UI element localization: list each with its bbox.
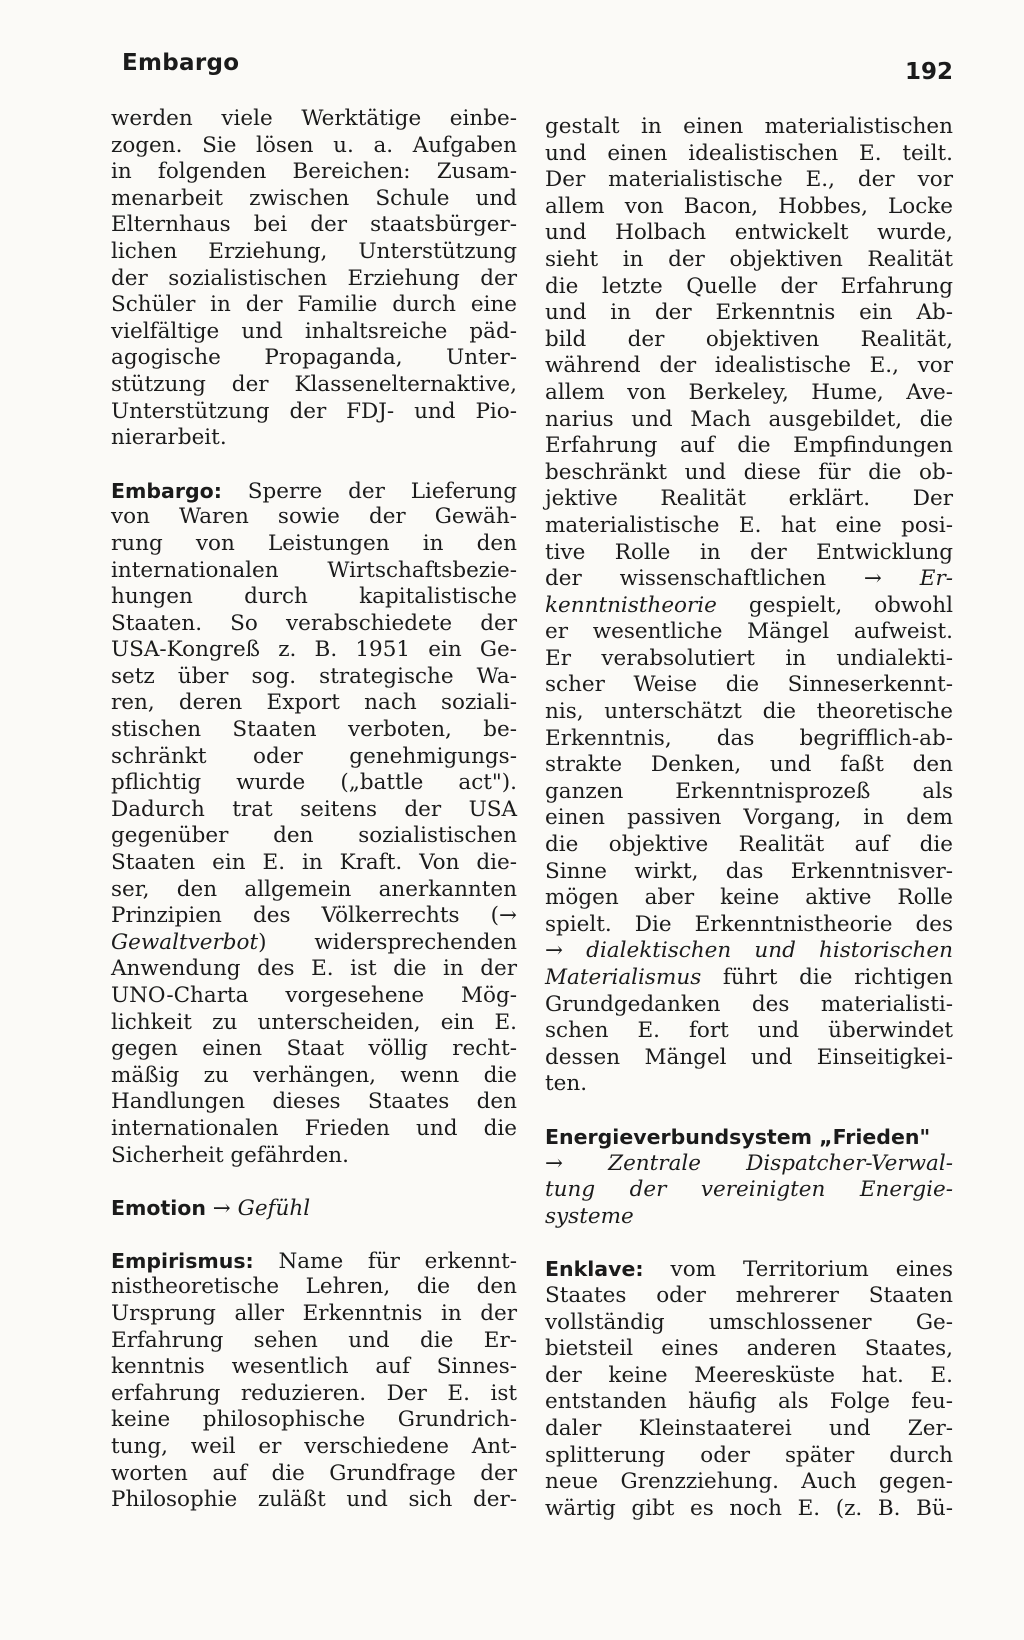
text-line xyxy=(111,664,517,691)
text-line xyxy=(545,486,953,513)
text-line xyxy=(545,1018,953,1045)
text-line xyxy=(545,1124,953,1151)
cross-reference: Zentrale Dispatcher-Verwal- xyxy=(608,1150,953,1176)
text-segment: tive Rolle in der Entwicklung xyxy=(545,539,953,565)
text-segment: Erfahrung sehen und die Er- xyxy=(111,1327,517,1353)
text-line xyxy=(545,619,953,646)
text-line xyxy=(111,770,517,797)
text-line xyxy=(111,531,517,558)
paragraph-gap xyxy=(111,1169,517,1195)
cross-reference: Gewaltverbot xyxy=(111,929,259,955)
text-segment: Unterstützung der FDJ- und Pio- xyxy=(111,398,517,424)
text-line xyxy=(111,372,517,399)
text-segment: Dadurch trat seitens der USA xyxy=(111,796,517,822)
text-line xyxy=(111,744,517,771)
text-line xyxy=(111,1354,517,1381)
page-number: 192 xyxy=(905,59,954,85)
text-line xyxy=(111,637,517,664)
text-segment: Elternhaus bei der staatsbürger- xyxy=(111,212,517,238)
text-segment: Staaten ein E. in Kraft. Von die- xyxy=(111,850,517,876)
text-segment: spielt. Die Erkenntnistheorie des xyxy=(545,911,953,937)
text-line xyxy=(111,1143,517,1170)
text-segment: gespielt, obwohl xyxy=(716,592,953,618)
text-segment: Grundgedanken des materialisti- xyxy=(545,991,953,1017)
text-line xyxy=(111,212,517,239)
text-segment: in folgenden Bereichen: Zusam- xyxy=(111,159,517,185)
left-column xyxy=(111,106,517,1514)
text-line xyxy=(111,1036,517,1063)
text-segment: und Holbach entwickelt wurde, xyxy=(545,220,953,246)
paragraph-gap xyxy=(111,452,517,478)
text-line xyxy=(545,1336,953,1363)
paragraph-gap xyxy=(111,1222,517,1248)
text-line xyxy=(111,1248,517,1275)
text-line xyxy=(111,1461,517,1488)
text-segment: Anwendung des E. ist die in der xyxy=(111,956,517,982)
text-segment: Philosophie zuläßt und sich der- xyxy=(111,1487,517,1513)
paragraph-gap xyxy=(545,1230,953,1256)
text-segment: vielfältige und inhaltsreiche päd- xyxy=(111,318,517,344)
text-segment: kenntnis wesentlich auf Sinnes- xyxy=(111,1354,517,1380)
text-segment: Der materialistische E., der vor xyxy=(545,167,953,193)
text-segment: und einen idealistischen E. teilt. xyxy=(545,140,953,166)
text-line xyxy=(111,292,517,319)
text-segment: Ursprung aller Erkenntnis in der xyxy=(111,1300,517,1326)
text-segment: lichen Erziehung, Unterstützung xyxy=(111,238,517,264)
text-line xyxy=(111,1116,517,1143)
text-line xyxy=(111,690,517,717)
text-line xyxy=(545,247,953,274)
text-segment: jektive Realität erklärt. Der xyxy=(545,486,953,512)
text-line xyxy=(545,593,953,620)
cross-reference: Materialismus xyxy=(545,965,702,990)
text-line xyxy=(111,106,517,133)
text-segment: dessen Mängel und Einseitigkei- xyxy=(545,1044,953,1070)
cross-reference: dialektischen und historischen xyxy=(586,938,953,964)
text-segment: Handlungen dieses Staates den xyxy=(111,1089,517,1115)
text-line xyxy=(111,504,517,531)
text-segment: agogische Propaganda, Unter- xyxy=(111,345,517,371)
cross-reference: systeme xyxy=(545,1203,634,1229)
text-line xyxy=(111,877,517,904)
text-segment: ten. xyxy=(545,1071,588,1097)
text-segment: Staates oder mehrerer Staaten xyxy=(545,1282,953,1308)
text-line xyxy=(545,726,953,753)
text-line xyxy=(545,1151,953,1178)
text-segment: beschränkt und diese für die ob- xyxy=(545,459,953,485)
text-segment: Er verabsolutiert in undialekti- xyxy=(545,645,953,671)
text-line xyxy=(545,779,953,806)
text-segment: hungen durch kapitalistische xyxy=(111,584,517,610)
text-segment: von Waren sowie der Gewäh- xyxy=(111,504,517,530)
text-segment: gegenüber den sozialistischen xyxy=(111,823,517,849)
text-line xyxy=(111,558,517,585)
text-segment: Staaten. So verabschiedete der xyxy=(111,610,517,636)
text-line xyxy=(545,1283,953,1310)
text-segment: Erkenntnis, das begrifflich-ab- xyxy=(545,725,953,751)
text-line xyxy=(111,266,517,293)
text-segment: materialistische E. hat eine posi- xyxy=(545,512,953,538)
text-segment: schen E. fort und überwindet xyxy=(545,1018,953,1044)
text-line xyxy=(111,1487,517,1514)
text-segment: erfahrung reduzieren. Der E. ist xyxy=(111,1380,517,1406)
running-head: Embargo xyxy=(122,50,240,76)
text-line xyxy=(545,274,953,301)
text-segment: stützung der Klassenelternaktive, xyxy=(111,371,517,397)
text-line xyxy=(111,956,517,983)
text-segment: ) widersprechenden xyxy=(258,929,517,955)
text-line xyxy=(545,353,953,380)
text-line xyxy=(545,965,953,992)
text-segment: werden viele Werktätige einbe- xyxy=(111,106,517,131)
text-line xyxy=(545,141,953,168)
text-line xyxy=(111,1010,517,1037)
text-line xyxy=(111,930,517,957)
text-line xyxy=(545,646,953,673)
cross-reference: Gefühl xyxy=(237,1196,311,1222)
text-line xyxy=(111,425,517,452)
text-line xyxy=(545,805,953,832)
text-line xyxy=(545,912,953,939)
text-segment: internationalen Wirtschaftsbezie- xyxy=(111,557,517,583)
text-segment: nistheoretische Lehren, die den xyxy=(111,1274,517,1300)
text-line xyxy=(111,239,517,266)
text-segment: neue Grenzziehung. Auch gegen- xyxy=(545,1469,953,1495)
text-segment: → xyxy=(205,1196,238,1222)
text-line xyxy=(545,167,953,194)
text-line xyxy=(111,850,517,877)
entry-headword: Emotion xyxy=(111,1196,206,1221)
text-line xyxy=(111,1434,517,1461)
text-segment: die objektive Realität auf die xyxy=(545,832,953,858)
text-line xyxy=(545,114,953,141)
text-segment: narius und Mach ausgebildet, die xyxy=(545,406,953,432)
text-line xyxy=(545,1204,953,1231)
text-line xyxy=(111,1063,517,1090)
text-line xyxy=(111,345,517,372)
text-segment: führt die richtigen xyxy=(701,965,953,990)
text-line xyxy=(545,1310,953,1337)
text-line xyxy=(111,903,517,930)
text-line xyxy=(545,885,953,912)
text-line xyxy=(545,1389,953,1416)
text-line xyxy=(111,399,517,426)
text-segment: entstanden häufig als Folge feu- xyxy=(545,1389,953,1415)
text-segment: Sinne wirkt, das Erkenntnisver- xyxy=(545,858,953,884)
entry-headword: Embargo: xyxy=(111,478,222,503)
text-line xyxy=(545,752,953,779)
text-line xyxy=(111,797,517,824)
text-segment: → xyxy=(545,938,587,964)
text-line xyxy=(111,611,517,638)
right-column xyxy=(545,114,953,1522)
text-segment: splitterung oder später durch xyxy=(545,1442,953,1468)
text-segment: der sozialistischen Erziehung der xyxy=(111,265,517,291)
text-segment: während der idealistische E., vor xyxy=(545,353,953,379)
text-segment: Sperre der Lieferung xyxy=(221,478,517,504)
text-line xyxy=(545,194,953,221)
text-line xyxy=(111,1407,517,1434)
cross-reference: tung der vereinigten Energie- xyxy=(545,1177,953,1203)
text-segment: lichkeit zu unterscheiden, ein E. xyxy=(111,1009,517,1035)
text-segment: pflichtig wurde („battle act"). xyxy=(111,770,517,796)
text-line xyxy=(111,478,517,505)
text-segment: worten auf die Grundfrage der xyxy=(111,1460,517,1486)
text-segment: ren, deren Export nach soziali- xyxy=(111,690,517,716)
text-segment: rung von Leistungen in den xyxy=(111,530,517,556)
text-segment: → xyxy=(545,1150,609,1176)
text-line xyxy=(545,380,953,407)
entry-headword: Energieverbundsystem „Frieden" xyxy=(545,1124,931,1149)
text-segment: der wissenschaftlichen → xyxy=(545,566,920,592)
text-segment: setz über sog. strategische Wa- xyxy=(111,663,517,689)
text-segment: daler Kleinstaaterei und Zer- xyxy=(545,1415,953,1441)
text-segment: gestalt in einen materialistischen xyxy=(545,114,953,139)
text-segment: vom Territorium eines xyxy=(643,1257,953,1283)
text-segment: und in der Erkenntnis ein Ab- xyxy=(545,300,953,326)
text-line xyxy=(545,566,953,593)
text-segment: Sicherheit gefährden. xyxy=(111,1142,349,1168)
text-segment: keine philosophische Grundrich- xyxy=(111,1407,517,1433)
text-line xyxy=(545,460,953,487)
text-segment: gegen einen Staat völlig recht- xyxy=(111,1036,517,1062)
text-segment: Prinzipien des Völkerrechts (→ xyxy=(111,903,517,929)
text-segment: bietsteil eines anderen Staates, xyxy=(545,1336,953,1362)
text-segment: ser, den allgemein anerkannten xyxy=(111,876,517,902)
text-line xyxy=(545,1256,953,1283)
text-line xyxy=(545,832,953,859)
text-segment: Name für erkennt- xyxy=(253,1248,517,1274)
text-line xyxy=(545,1177,953,1204)
text-segment: allem von Berkeley, Hume, Ave- xyxy=(545,379,953,405)
text-segment: der keine Meeresküste hat. E. xyxy=(545,1362,953,1388)
text-line xyxy=(111,1381,517,1408)
text-segment: stischen Staaten verboten, be- xyxy=(111,717,517,743)
text-line xyxy=(545,1496,953,1523)
text-line xyxy=(545,433,953,460)
text-line xyxy=(545,1469,953,1496)
text-line xyxy=(111,319,517,346)
text-segment: vollständig umschlossener Ge- xyxy=(545,1309,953,1335)
text-line xyxy=(111,1301,517,1328)
text-line xyxy=(111,1195,517,1222)
text-line xyxy=(545,938,953,965)
text-segment: die letzte Quelle der Erfahrung xyxy=(545,273,953,299)
text-line xyxy=(111,133,517,160)
text-line xyxy=(545,992,953,1019)
text-line xyxy=(111,1089,517,1116)
text-line xyxy=(111,159,517,186)
text-line xyxy=(545,1045,953,1072)
text-segment: schränkt oder genehmigungs- xyxy=(111,743,517,769)
text-segment: nis, unterschätzt die theoretische xyxy=(545,699,953,725)
cross-reference: Er- xyxy=(919,566,953,592)
cross-reference: kenntnistheorie xyxy=(545,592,717,618)
text-segment: scher Weise die Sinneserkennt- xyxy=(545,672,953,698)
text-line xyxy=(111,1274,517,1301)
text-line xyxy=(545,699,953,726)
text-line xyxy=(545,540,953,567)
text-line xyxy=(111,717,517,744)
text-segment: Erfahrung auf die Empfindungen xyxy=(545,433,953,459)
entry-headword: Enklave: xyxy=(545,1257,644,1282)
text-line xyxy=(545,300,953,327)
text-segment: internationalen Frieden und die xyxy=(111,1115,517,1141)
text-segment: UNO-Charta vorgesehene Mög- xyxy=(111,983,517,1008)
text-segment: strakte Denken, und faßt den xyxy=(545,752,953,778)
text-segment: mögen aber keine aktive Rolle xyxy=(545,885,953,911)
text-segment: nierarbeit. xyxy=(111,425,227,451)
text-segment: wärtig gibt es noch E. (z. B. Bü- xyxy=(545,1495,953,1521)
text-segment: mäßig zu verhängen, wenn die xyxy=(111,1062,517,1088)
text-segment: USA-Kongreß z. B. 1951 ein Ge- xyxy=(111,637,517,663)
text-segment: einen passiven Vorgang, in dem xyxy=(545,805,953,831)
text-line xyxy=(545,407,953,434)
paragraph-gap xyxy=(545,1098,953,1124)
entry-headword: Empirismus: xyxy=(111,1248,254,1273)
text-line xyxy=(111,1328,517,1355)
text-segment: ganzen Erkenntnisprozeß als xyxy=(545,778,953,804)
text-segment: allem von Bacon, Hobbes, Locke xyxy=(545,193,953,219)
text-segment: er wesentliche Mängel aufweist. xyxy=(545,619,953,645)
text-line xyxy=(111,584,517,611)
text-segment: sieht in der objektiven Realität xyxy=(545,246,953,272)
text-segment: zogen. Sie lösen u. a. Aufgaben xyxy=(111,132,517,158)
text-line xyxy=(545,1443,953,1470)
text-line xyxy=(111,186,517,213)
text-line xyxy=(111,983,517,1010)
text-line xyxy=(111,823,517,850)
text-line xyxy=(545,859,953,886)
text-line xyxy=(545,1416,953,1443)
text-line xyxy=(545,513,953,540)
text-line xyxy=(545,1363,953,1390)
text-line xyxy=(545,1071,953,1098)
text-segment: Schüler in der Familie durch eine xyxy=(111,292,517,318)
text-line xyxy=(545,672,953,699)
text-segment: bild der objektiven Realität, xyxy=(545,326,953,352)
text-line xyxy=(545,327,953,354)
text-line xyxy=(545,220,953,247)
text-segment: tung, weil er verschiedene Ant- xyxy=(111,1433,517,1459)
text-segment: menarbeit zwischen Schule und xyxy=(111,185,517,211)
